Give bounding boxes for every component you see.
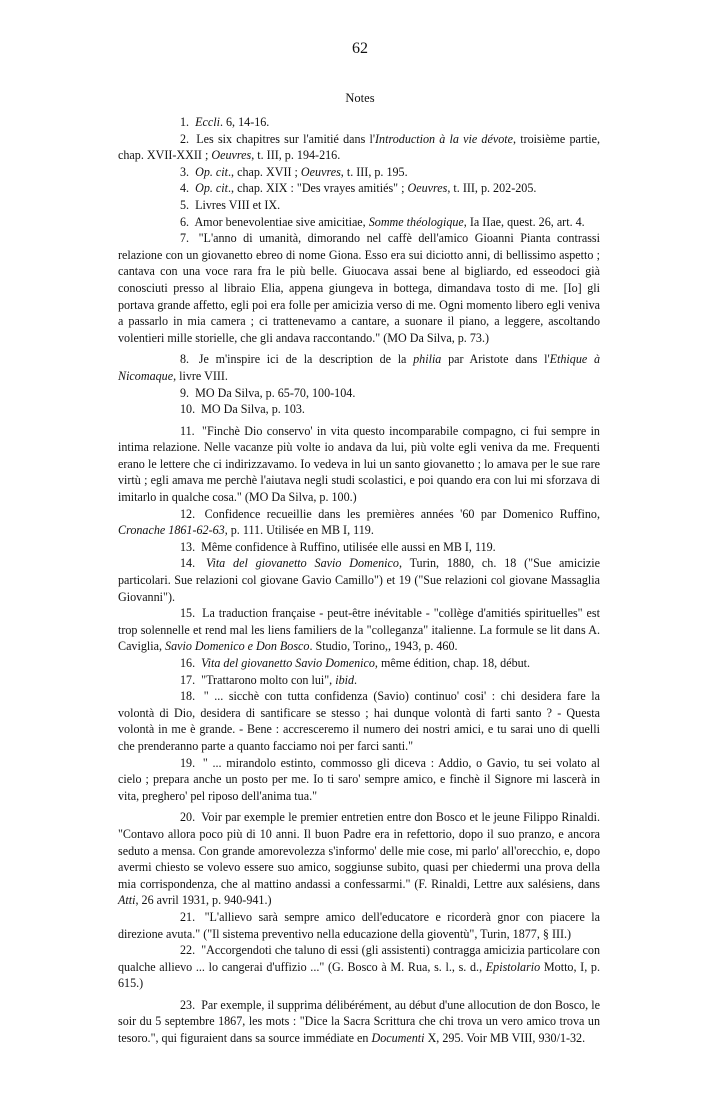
footnote-16	[118, 655, 600, 672]
footnote-number: 8.	[180, 352, 190, 367]
footnote-text: Voir par exemple le premier entretien entre don Bosco et le jeune Filippo Rinaldi. "Contavo allora poco più di 10 anni. Il buon Padre era in refettorio, dopo il suo pranzo, e ancora seduto a mensa. Con grande amorevolezza s'informo' delle mie cose, mi parlo' all'orecchio, e, dopo avermi chiesto se volevo essere suo amico, soggiunse subito, quasi per chiedermi una prova della mia corrispondenza, che al mattino andassi a confessarmi." (F. Rinaldi, Lettre aux salésiens, dans Atti, 26 avril 1931, p. 940-941.)	[118, 810, 600, 908]
footnote-text: Amor benevolentiae sive amicitiae, Somme théologique, Ia IIae, quest. 26, art. 4.	[194, 214, 585, 229]
footnote-number: 6.	[180, 214, 190, 229]
footnote-text: Je m'inspire ici de la description de la philia par Aristote dans l'Ethique à Nicomaque, livre VIII.	[118, 352, 600, 383]
footnote-text: " ... mirandolo estinto, commosso gli diceva : Addio, o Gavio, tu sei volato al cielo ; prepara anche un posto per me. Io ti saro' sempre amico, e finchè il Signore mi lascerà in vita, preghero' pel riposo dell'anima tua."	[118, 755, 600, 803]
footnote-number: 14.	[180, 556, 196, 571]
footnote-21	[118, 909, 600, 942]
footnote-text: "L'anno di umanità, dimorando nel caffè dell'amico Gioanni Pianta contrassi relazione con un giovanetto ebreo di nome Giona. Esso era sui diciotto anni, di bellissimo aspetto ; cantava con una voce rara fra le più belle. Giuocava assai bene al bigliardo, ed esseodoci già conosciuti presso al libraio Elia, appena giungeva in bottega, dimandava tosto di me. [Io] gli portava grande affetto, egli poi era folle per amicizia verso di me. Ogni momento libero egli veniva a passarlo in mia camera ; ci trattenevamo a cantare, a suonare il piano, a leggere, ascoltando volentieri mille storielle, che gli andava raccontando." (MO Da Silva, p. 73.)	[118, 231, 601, 345]
footnote-text: Op. cit., chap. XVII ; Oeuvres, t. III, p. 195.	[195, 164, 408, 179]
footnote-text: MO Da Silva, p. 65-70, 100-104.	[195, 385, 356, 400]
footnote-11	[118, 423, 600, 506]
footnote-13	[118, 539, 600, 556]
footnote-text: Vita del giovanetto Savio Domenico, même édition, chap. 18, début.	[201, 656, 531, 670]
footnote-8	[118, 351, 600, 384]
footnote-text: Eccli. 6, 14-16.	[195, 115, 270, 129]
footnote-number: 21.	[180, 909, 196, 924]
footnote-number: 18.	[180, 689, 196, 704]
footnote-2	[118, 131, 600, 164]
footnote-text: "L'allievo sarà sempre amico dell'educatore e ricorderà gnor con piacere la direzione avuta." ("Il sistema preventivo nella educazione della gioventù", Turin, 1877, § III.)	[118, 909, 600, 941]
footnote-19	[118, 755, 600, 805]
footnote-12	[118, 506, 600, 539]
footnote-text: Les six chapitres sur l'amitié dans l'Introduction à la vie dévote, troisième partie, chap. XVII-XXII ; Oeuvres, t. III, p. 194-216.	[118, 131, 600, 163]
footnote-text: " ... sicchè con tutta confidenza (Savio) continuo' cosi' : chi desidera fare la volontà di Dio, desidera di santificare se stesso ; hai dunque volontà di farti santo ? - Questa volontà in me è grande. - Bene : accresceremo il numero dei nostri amici, e tu sarai uno di quelli che prenderanno parte a quanto facciamo noi per farci santi."	[118, 689, 600, 753]
footnote-number: 23.	[180, 997, 196, 1012]
footnote-number: 20.	[180, 810, 196, 825]
footnote-text: "Trattarono molto con lui", ibid.	[201, 672, 358, 687]
footnote-number: 10.	[180, 402, 196, 417]
footnote-17	[118, 672, 600, 689]
footnote-6	[118, 214, 600, 231]
footnote-text: Même confidence à Ruffino, utilisée elle aussi en MB I, 119.	[201, 539, 496, 554]
footnote-9	[118, 385, 600, 402]
page-number: 62	[352, 40, 368, 57]
footnote-5	[118, 197, 600, 214]
footnote-text: Par exemple, il supprima délibérément, au début d'une allocution de don Bosco, le soir du 5 septembre 1867, les mots : "Dice la Sacra Scrittura che chi trova un vero amico trova un tesoro.", qui figuraient dans sa source immédiate en Documenti X, 295. Voir MB VIII, 930/1-32.	[118, 997, 600, 1046]
footnote-text: Confidence recueillie dans les premières années '60 par Domenico Ruffino, Cronache 1861-62-63, p. 111. Utilisée en MB I, 119.	[118, 506, 600, 538]
footnote-number: 7.	[180, 231, 190, 246]
footnote-number: 5.	[180, 197, 190, 212]
footnote-number: 22.	[180, 943, 196, 958]
footnote-number: 4.	[180, 181, 190, 196]
footnote-text: MO Da Silva, p. 103.	[201, 402, 305, 417]
footnote-number: 13.	[180, 539, 196, 554]
footnote-number: 17.	[180, 672, 196, 687]
footnote-7	[118, 230, 600, 346]
footnote-3	[118, 164, 600, 181]
notes-heading: Notes	[345, 91, 375, 105]
footnote-number: 2.	[180, 131, 190, 146]
footnote-text: La traduction française - peut-être inévitable - "collège d'amitiés spirituelles" est trop solennelle et rend mal les liens familiers de la "colleganza" italienne. La formule se lit dans A. Caviglia, Savio Domenico e Don Bosco. Studio, Torino,, 1943, p. 460.	[118, 606, 600, 654]
footnote-number: 11.	[180, 423, 195, 438]
footnote-15	[118, 605, 600, 655]
footnote-number: 3.	[180, 164, 190, 179]
footnote-1	[118, 114, 600, 131]
footnote-22	[118, 942, 600, 992]
footnote-10	[118, 401, 600, 418]
footnote-text: "Finchè Dio conservo' in vita questo incomparabile compagno, ci fui sempre in intima relazione. Nelle vacanze più volte io andava da lui, più volte egli veniva da me. Frequenti erano le lettere che ci indirizzavamo. Io vedeva in lui un santo giovanetto ; lo amava per le sue rare virtù ; egli amava me perchè l'aiutava negli studi scolastici, e poi quando era con lui mi sforzava di imitarlo in qualche cosa." (MO Da Silva, p. 100.)	[118, 423, 600, 505]
footnote-4	[118, 180, 600, 197]
footnote-text: Op. cit., chap. XIX : "Des vrayes amitiés" ; Oeuvres, t. III, p. 202-205.	[195, 181, 537, 196]
footnote-text: Livres VIII et IX.	[195, 197, 281, 212]
footnote-text: Vita del giovanetto Savio Domenico, Turin, 1880, ch. 18 ("Sue amicizie particolari. Sue relazioni col giovane Gavio Camillo") et 19 ("Sue relazioni col giovane Massaglia Giovanni").	[118, 556, 601, 604]
footnote-number: 12.	[180, 506, 196, 521]
footnote-23	[118, 997, 600, 1047]
footnote-20	[118, 809, 600, 909]
footnote-text: "Accorgendoti che taluno di essi (gli assistenti) contragga amicizia particolare con qualche allievo ... lo cangerai d'uffizio ..." (G. Bosco à M. Rua, s. l., s. d., Epistolario Motto, I, p. 615.)	[118, 943, 600, 991]
footnote-number: 9.	[180, 385, 190, 400]
footnote-number: 16.	[180, 656, 196, 670]
notes-list	[118, 114, 600, 1047]
footnote-number: 15.	[180, 606, 196, 621]
footnote-number: 19.	[180, 755, 196, 770]
footnote-14	[118, 555, 600, 605]
footnote-number: 1.	[180, 115, 190, 129]
footnote-18	[118, 688, 600, 754]
